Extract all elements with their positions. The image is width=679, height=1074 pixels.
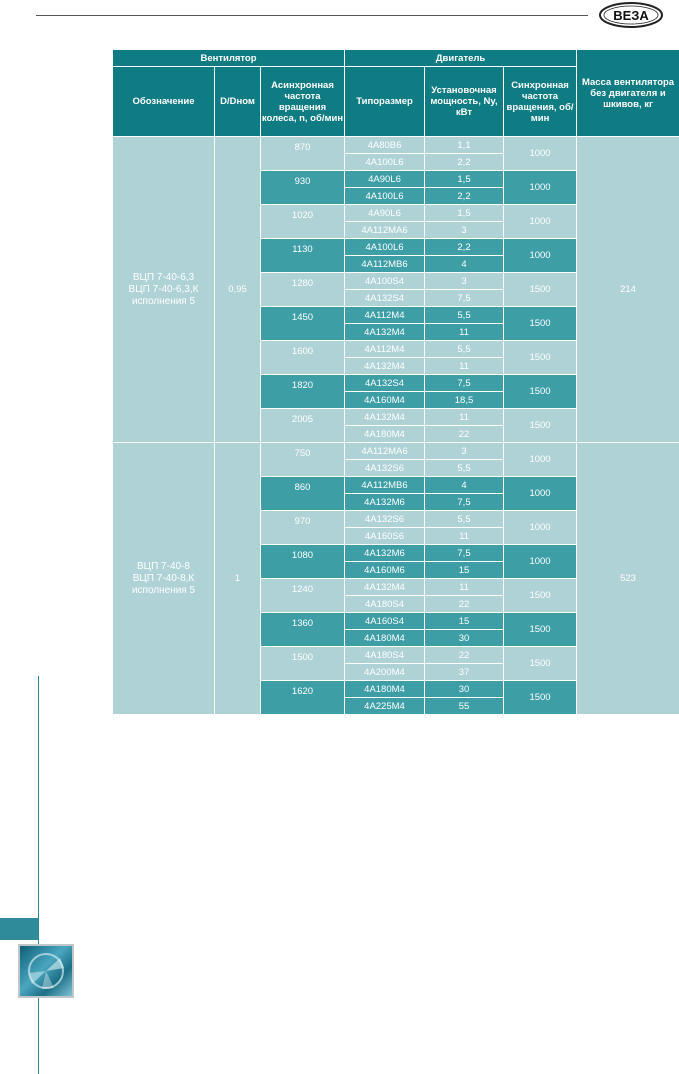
power-cell: 7,5 bbox=[425, 494, 504, 511]
power-cell: 37 bbox=[425, 664, 504, 681]
power-cell: 5,5 bbox=[425, 511, 504, 528]
motor-type-cell: 4A132M6 bbox=[345, 494, 425, 511]
motor-type-cell: 4A160S6 bbox=[345, 528, 425, 545]
power-cell: 4 bbox=[425, 256, 504, 273]
logo-text: ВЕЗА bbox=[613, 8, 649, 23]
motor-type-cell: 4A160M6 bbox=[345, 562, 425, 579]
async-speed-cell: 1240 bbox=[261, 579, 345, 613]
sync-speed-cell: 1500 bbox=[504, 341, 577, 375]
motor-type-cell: 4A112MB6 bbox=[345, 477, 425, 494]
power-cell: 55 bbox=[425, 698, 504, 715]
motor-type-cell: 4A80B6 bbox=[345, 137, 425, 154]
motor-type-header: Типоразмер bbox=[345, 67, 425, 137]
motor-type-cell: 4A180M4 bbox=[345, 630, 425, 647]
motor-type-cell: 4A90L6 bbox=[345, 171, 425, 188]
motor-type-cell: 4A132S4 bbox=[345, 290, 425, 307]
motor-type-cell: 4A132S6 bbox=[345, 511, 425, 528]
async-speed-cell: 1360 bbox=[261, 613, 345, 647]
sync-speed-cell: 1500 bbox=[504, 681, 577, 715]
d-ratio-cell: 1 bbox=[215, 443, 261, 715]
fan-group-header: Вентилятор bbox=[113, 50, 345, 67]
designation-cell: ВЦП 7-40-8 ВЦП 7-40-8,К исполнения 5 bbox=[113, 443, 215, 715]
table-row bbox=[113, 137, 679, 154]
power-cell: 3 bbox=[425, 273, 504, 290]
async-speed-cell: 860 bbox=[261, 477, 345, 511]
power-cell: 11 bbox=[425, 324, 504, 341]
motor-type-cell: 4A112MA6 bbox=[345, 222, 425, 239]
power-cell: 2,2 bbox=[425, 188, 504, 205]
motor-type-cell: 4A100L6 bbox=[345, 154, 425, 171]
power-cell: 15 bbox=[425, 613, 504, 630]
power-cell: 7,5 bbox=[425, 545, 504, 562]
power-cell: 11 bbox=[425, 528, 504, 545]
async-speed-cell: 870 bbox=[261, 137, 345, 171]
async-speed-cell: 930 bbox=[261, 171, 345, 205]
motor-type-cell: 4A132S4 bbox=[345, 375, 425, 392]
async-speed-cell: 750 bbox=[261, 443, 345, 477]
power-cell: 5,5 bbox=[425, 341, 504, 358]
power-cell: 1,1 bbox=[425, 137, 504, 154]
motor-type-cell: 4A112M4 bbox=[345, 341, 425, 358]
power-cell: 1,5 bbox=[425, 171, 504, 188]
designation-cell: ВЦП 7-40-6,3 ВЦП 7-40-6,3,К исполнения 5 bbox=[113, 137, 215, 443]
motor-group-header: Двигатель bbox=[345, 50, 577, 67]
power-cell: 2,2 bbox=[425, 154, 504, 171]
mass-header: Масса вентилятора без двигателя и шкивов, кг bbox=[577, 50, 679, 137]
sync-speed-cell: 1000 bbox=[504, 239, 577, 273]
motor-type-cell: 4A225M4 bbox=[345, 698, 425, 715]
table-row bbox=[113, 443, 679, 460]
power-cell: 4 bbox=[425, 477, 504, 494]
header-rule bbox=[36, 15, 588, 16]
async-speed-cell: 1500 bbox=[261, 647, 345, 681]
fan-spec-table bbox=[112, 49, 679, 715]
motor-type-cell: 4A180S4 bbox=[345, 596, 425, 613]
motor-type-cell: 4A132M4 bbox=[345, 358, 425, 375]
sync-speed-cell: 1000 bbox=[504, 205, 577, 239]
sync-speed-cell: 1500 bbox=[504, 273, 577, 307]
sync-speed-cell: 1500 bbox=[504, 647, 577, 681]
sync-speed-cell: 1000 bbox=[504, 511, 577, 545]
power-cell: 15 bbox=[425, 562, 504, 579]
side-rule bbox=[38, 676, 39, 1074]
motor-type-cell: 4A112MA6 bbox=[345, 443, 425, 460]
async-speed-cell: 2005 bbox=[261, 409, 345, 443]
power-cell: 22 bbox=[425, 647, 504, 664]
side-block bbox=[0, 918, 39, 940]
power-cell: 5,5 bbox=[425, 460, 504, 477]
motor-type-cell: 4A100L6 bbox=[345, 239, 425, 256]
mass-cell: 523 bbox=[577, 443, 679, 715]
async-speed-cell: 1080 bbox=[261, 545, 345, 579]
sync-speed-cell: 1500 bbox=[504, 409, 577, 443]
async-speed-cell: 1130 bbox=[261, 239, 345, 273]
async-speed-cell: 1820 bbox=[261, 375, 345, 409]
power-cell: 3 bbox=[425, 222, 504, 239]
motor-type-cell: 4A100L6 bbox=[345, 188, 425, 205]
motor-type-cell: 4A132M4 bbox=[345, 409, 425, 426]
async-speed-cell: 1020 bbox=[261, 205, 345, 239]
power-cell: 22 bbox=[425, 426, 504, 443]
sync-speed-header: Синхронная частота вращения, об/мин bbox=[504, 67, 577, 137]
sync-speed-cell: 1000 bbox=[504, 171, 577, 205]
motor-type-cell: 4A112MB6 bbox=[345, 256, 425, 273]
power-cell: 30 bbox=[425, 681, 504, 698]
mass-cell: 214 bbox=[577, 137, 679, 443]
power-cell: 18,5 bbox=[425, 392, 504, 409]
motor-type-cell: 4A180M4 bbox=[345, 426, 425, 443]
async-speed-cell: 1620 bbox=[261, 681, 345, 715]
motor-type-cell: 4A180M4 bbox=[345, 681, 425, 698]
power-cell: 11 bbox=[425, 358, 504, 375]
d-ratio-header: D/Dном bbox=[215, 67, 261, 137]
power-cell: 11 bbox=[425, 409, 504, 426]
motor-type-cell: 4A160M4 bbox=[345, 392, 425, 409]
veza-logo bbox=[598, 1, 664, 29]
sync-speed-cell: 1500 bbox=[504, 613, 577, 647]
motor-type-cell: 4A132M4 bbox=[345, 324, 425, 341]
power-cell: 11 bbox=[425, 579, 504, 596]
power-cell: 7,5 bbox=[425, 290, 504, 307]
fan-photo bbox=[18, 944, 74, 998]
sync-speed-cell: 1500 bbox=[504, 375, 577, 409]
motor-type-cell: 4A132M4 bbox=[345, 579, 425, 596]
d-ratio-cell: 0,95 bbox=[215, 137, 261, 443]
sync-speed-cell: 1500 bbox=[504, 307, 577, 341]
power-cell: 2,2 bbox=[425, 239, 504, 256]
motor-type-cell: 4A112M4 bbox=[345, 307, 425, 324]
power-cell: 7,5 bbox=[425, 375, 504, 392]
motor-type-cell: 4A132M6 bbox=[345, 545, 425, 562]
power-cell: 1,5 bbox=[425, 205, 504, 222]
power-cell: 5,5 bbox=[425, 307, 504, 324]
designation-header: Обозначение bbox=[113, 67, 215, 137]
motor-type-cell: 4A160S4 bbox=[345, 613, 425, 630]
motor-type-cell: 4A132S6 bbox=[345, 460, 425, 477]
motor-type-cell: 4A100S4 bbox=[345, 273, 425, 290]
async-speed-cell: 1450 bbox=[261, 307, 345, 341]
power-cell: 22 bbox=[425, 596, 504, 613]
motor-type-cell: 4A90L6 bbox=[345, 205, 425, 222]
async-speed-header: Асинхронная частота вращения колеса, n, об/мин bbox=[261, 67, 345, 137]
sync-speed-cell: 1000 bbox=[504, 477, 577, 511]
sync-speed-cell: 1000 bbox=[504, 443, 577, 477]
async-speed-cell: 970 bbox=[261, 511, 345, 545]
power-cell: 30 bbox=[425, 630, 504, 647]
sync-speed-cell: 1000 bbox=[504, 137, 577, 171]
motor-type-cell: 4A180S4 bbox=[345, 647, 425, 664]
power-cell: 3 bbox=[425, 443, 504, 460]
sync-speed-cell: 1500 bbox=[504, 579, 577, 613]
motor-type-cell: 4A200M4 bbox=[345, 664, 425, 681]
async-speed-cell: 1600 bbox=[261, 341, 345, 375]
async-speed-cell: 1280 bbox=[261, 273, 345, 307]
sync-speed-cell: 1000 bbox=[504, 545, 577, 579]
power-header: Установочная мощность, Nу, кВт bbox=[425, 67, 504, 137]
